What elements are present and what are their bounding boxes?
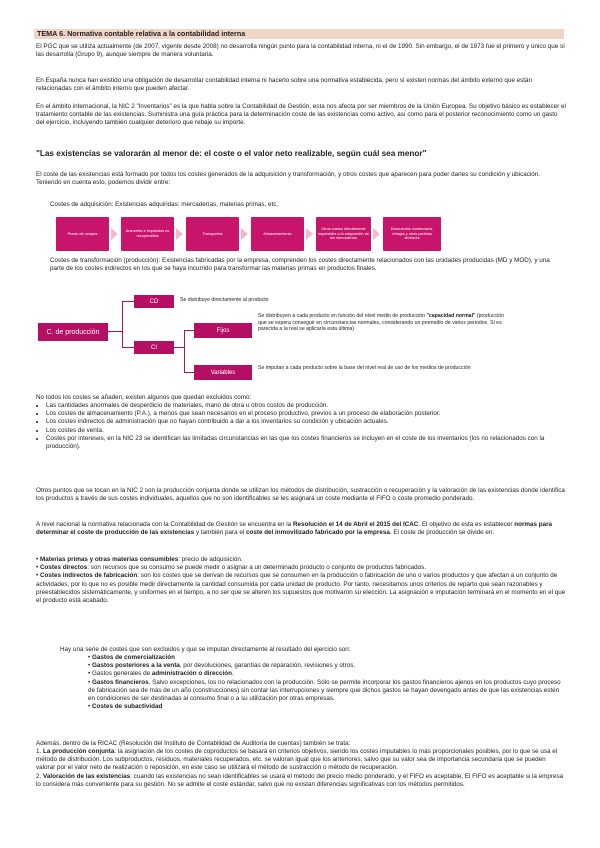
connector bbox=[184, 372, 194, 373]
paragraph-pgc: El PGC que se utiliza actualmente (de 2007, vigente desde 2008) no desarrolla ningún punto para la contabilidad interna, ni el de 1990. Sin embargo, el de 1973 fue el primero y único que sí las desarrolla (Grupo 9), aunque siempre de manera voluntaria. bbox=[36, 43, 565, 59]
list-item: • Gastos de comercialización bbox=[88, 654, 175, 661]
paragraph-coste-existencias: El coste de las existencias está formado por todos los costes generados de la adquisición y transformación, y otros costes que aparecen para poder darles su condición y ubicación. Teniendo en cuenta esto, podemos dividir entre: bbox=[36, 171, 541, 187]
connector bbox=[122, 347, 134, 348]
fijos-note: Se distribuyen a cada producto en función del nivel medio de producción "capacidad normal" (producción que se espera conseguir en circunstancias normales, considerando un promedio de varios periodos. Si es parecida a la real se aplicaría esta última) bbox=[258, 313, 505, 333]
connector bbox=[122, 301, 134, 302]
list-item: • Costes por intereses, en la NIC 23 se identifican las limitadas circunstancias en las que los costes financieros se incluyen en el coste de los inventarios (los no relacionados con la producción). bbox=[46, 435, 566, 451]
paragraph-nic2: En el ámbito internacional, la NIC 2 "Inventarios" es la que habla sobre la Contabilidad de Gestión, esta nos afecta por ser miembros de la Unión Europea. Su objetivo básico es establecer el tratamiento contable de las existencias. Suministra una guía práctica para la determinación coste de las existencias como activo, así como para el posterior reconocimiento como un gasto del ejercicio, incluyendo también cualquier deterioro que rebaje su importe. bbox=[36, 103, 566, 127]
flow-arrow bbox=[111, 228, 118, 240]
list-item: • Materias primas y otras materias consumibles: precio de adquisición. bbox=[36, 556, 243, 563]
cd-note: Se distribuye directamente al producto bbox=[180, 297, 269, 303]
list-item: • Costes indirectos de fabricación: son los costes que se derivan de recursos que se consumen en la producción o fabricación de uno o varios productos y que afectan a un conjunto de actividades, por lo que no es posible medir directamente la cantidad consumida por cada unidad de producto. Por tanto, necesitamos unos criterios de reparto que sean razonables y preestablecidos sistemáticamente, y uniformes en el tiempo, a no ser que se alteren los supuestos que motivaron su elección. La asignación e imputación terminará en el momento en el que el producto está acabado. bbox=[36, 572, 566, 605]
variables-note: Se imputan a cada producto sobre la base del nivel real de uso de los medios de producción bbox=[258, 365, 471, 371]
paragraph-otros-puntos: Otros puntos que se tocan en la NIC 2 son la producción conjunta donde se utilizan los métodos de distribución, sustracción o recuperación y la valoración de las existencias donde identifica los productos a través de sus costes individuales, aquellos que no son identificables se les asignará un coste mediante el FIFO o coste promedio ponderado. bbox=[36, 487, 565, 503]
connector bbox=[184, 330, 194, 331]
adquisicion-label: Costes de adquisición: Existencias adquiridas: mercaderías, materias primas, etc. bbox=[50, 201, 279, 208]
diagram-ci: CI bbox=[134, 341, 174, 354]
diagram-produccion: C. de producción bbox=[38, 323, 108, 341]
list-item: 2. Valoración de las existencias: cuando las existencias no sean identificables se usará el método del precio medio ponderado, y el FIFO es aceptable. El FIFO es aceptable si la empresa lo considera más conveniente para su gestión. No se admite el coste estándar, salvo que no existan diferencias significativas con los métodos permitidos. bbox=[36, 772, 564, 788]
flow-box-almacenamiento: Almacenamiento bbox=[251, 217, 304, 251]
list-item: • Gastos financieros. Salvo excepciones, los no relacionados con la producción. Sólo se permite incorporar los gastos financieros ajenos en los productos cuyo proceso de fabricación sea de más de un año (construcciones) sin contar las interrupciones y siempre que dichos gastos se hayan devengado antes de que las existencias estén en condiciones de ser destinadas al consumo final o a su utilización por otras empresas. bbox=[88, 678, 561, 703]
flow-arrow bbox=[373, 228, 380, 240]
section-header: TEMA 6. Normativa contable relativa a la contabilidad interna bbox=[34, 29, 564, 39]
list-item: • Costes de subactividad bbox=[88, 703, 163, 711]
list-item: • Las cantidades anormales de desperdicio de materiales, mano de obra u otros costos de producción. bbox=[46, 402, 566, 410]
connector bbox=[122, 301, 123, 347]
list-item: • Gastos posteriores a la venta, por devoluciones, garantías de reparación, revisiones y otros. bbox=[88, 662, 356, 670]
list-item: • Los costes indirectos de administración que no hayan contribuido a dar a los inventarios su condición y ubicación actuales. bbox=[46, 418, 566, 426]
paragraph-excluded-costs: Hay una serie de costes que son excluidos y que se imputan directamente al resultado del ejercicio son: bbox=[60, 646, 351, 653]
excluded-costs-list bbox=[88, 654, 566, 711]
quote-valuation: "Las existencias se valorarán al menor de: el coste o el valor neto realizable, según cuál sea menor" bbox=[36, 149, 427, 158]
paragraph-spain: En España nunca han existido una obligación de desarrollar contabilidad interna ni hacerlo sobre una normativa establecida, pero sí existen normas del ámbito externo que están relacionadas con el ámbito interno que pueden afectar. bbox=[36, 77, 533, 93]
list-item: • Gastos generales de administración o dirección. bbox=[88, 670, 234, 678]
flow-box-descuentos: Descuentos comerciales, rebajas y otras partidas similares bbox=[383, 217, 441, 251]
connector bbox=[174, 347, 184, 348]
flow-box-aranceles: Aranceles e impuestos no recuperables bbox=[121, 217, 174, 251]
flow-box-transportes: Transportes bbox=[186, 217, 239, 251]
paragraph-excluidos: No todos los costes se añaden, existen algunos que quedan excluidos como: bbox=[36, 394, 252, 401]
flow-arrow bbox=[306, 228, 313, 240]
paragraph-ricac: Además, dentro de la RICAC (Resolución del Instituto de Contabilidad de Auditoría de cuentas) también se trata: bbox=[36, 740, 351, 747]
list-item: • Costes directos: son recursos que su consumo se puede medir o asignar a un determinado producto o conjunto de productos fabricados. bbox=[36, 564, 427, 572]
paragraph-transformacion: Costes de transformación (producción): Existencias fabricadas por la empresa, comprenden los costes directamente relacionados con las unidades producidas (MD y MOD), y una parte de los costes indirectos en los que se haya incurrido para transformar las materias primas en productos finales. bbox=[50, 257, 550, 273]
paragraph-nacional: A nivel nacional la normativa relacionada con la Contabilidad de Gestión se encuentra en la Resolución el 14 de Abril el 2015 del ICAC. El objetivo de esta es establecer normas para determinar el coste de producción de las existencias y también para el coste del inmovilizado fabricado por la empresa. El coste de producción se divide en: bbox=[36, 521, 553, 537]
excluidos-list bbox=[36, 402, 566, 451]
list-item: • Los costes de almacenamiento (P.A.), a menos que sean necesarios en el proceso productivo, previos a un proceso de elaboración posterior. bbox=[46, 410, 566, 418]
flow-box-precio: Precio de compra bbox=[56, 217, 109, 251]
list-item: 1. La producción conjunta: la asignación de los costes de coproductos se basará en criterios objetivos, siendo los costes imputables lo más proporcionales posibles, por lo que se usa el método de distribución. Los subproductos, residuos, materiales recuperados, etc. se valoran igual que los anteriores, salvo que su valor sea de importancia secundaria que se pueden valorar por el valor neto de realización o reposición, en este caso se utilizará el método de sustracción o método de recuperación. bbox=[36, 748, 558, 772]
flow-arrow bbox=[241, 228, 248, 240]
flow-arrow bbox=[176, 228, 183, 240]
diagram-fijos: Fijos bbox=[194, 323, 252, 338]
diagram-cd: CD bbox=[134, 295, 174, 308]
ricac-list bbox=[36, 748, 566, 789]
connector bbox=[184, 330, 185, 372]
flow-box-otros-costes: Otros costes directamente imputables a la adquisición de las mercaderías bbox=[316, 217, 371, 251]
diagram-variables: Variables bbox=[194, 365, 252, 380]
list-item: • Los costes de venta. bbox=[46, 427, 566, 435]
coste-componentes bbox=[36, 556, 566, 605]
connector bbox=[108, 331, 122, 332]
